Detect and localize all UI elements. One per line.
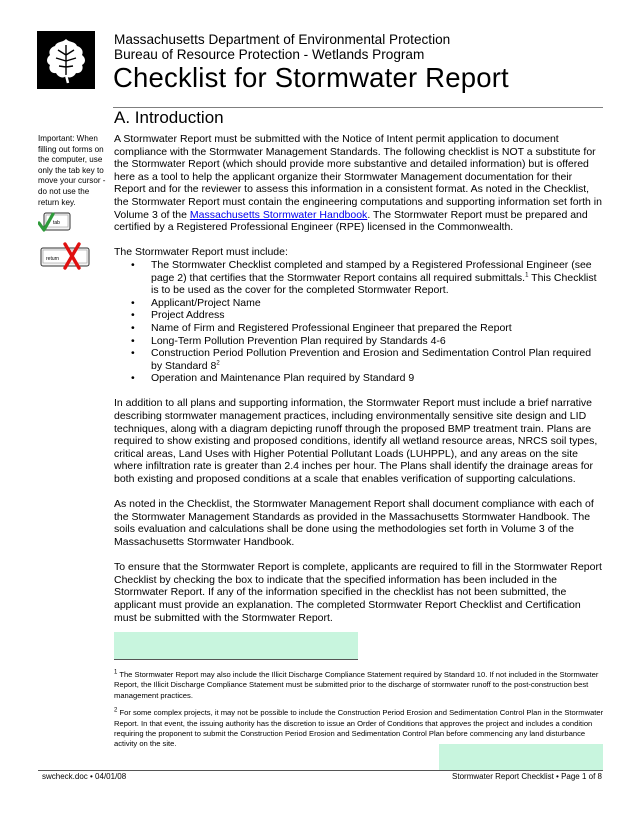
footnotes (114, 670, 604, 750)
list-item: • Project Address (114, 309, 604, 322)
return-key-icon (41, 248, 89, 266)
section-heading: A. Introduction (114, 108, 224, 127)
page-title: Checklist for Stormwater Report (113, 62, 509, 93)
org-name: Massachusetts Department of Environmental Protection (114, 32, 451, 47)
list-item: • Applicant/Project Name (114, 297, 604, 310)
footer-filename: swcheck.doc • 04/01/08 (42, 772, 127, 781)
list-item: • Construction Period Pollution Prevention and Erosion and Sedimentation Control Plan required by Standard $8^2$ (114, 347, 604, 372)
compliance-paragraph: As noted in the Checklist, the Stormwater Management Report shall document compliance with each of the Stormwater Management Standards as provided in the Massachusetts Stormwater Handbook. The soils evaluation and calculations shall be done using the methodologies set forth in Volume 3 of the Massachusetts Stormwater Handbook. (114, 498, 594, 548)
tab-key-note: Important: When filling out forms on the computer, use only the tab key to move your cursor - do not use the return key. (38, 134, 106, 207)
form-field-highlight[interactable] (114, 632, 358, 659)
footnote-divider (114, 659, 358, 660)
footnote-1: $^1$ The Stormwater Report may also include the Illicit Discharge Compliance Statement required by Standard 10. If not included in the Stormwater Report, the Illicit Discharge Compliance Statement must be submitted prior to the discharge of stormwater runoff to the post-construction best management practices. (114, 669, 599, 700)
return-key-label: return (46, 256, 60, 262)
list-item: • Operation and Maintenance Plan required by Standard 9 (114, 372, 604, 385)
form-field-highlight-footer[interactable] (439, 744, 603, 770)
list-item: • The Stormwater Checklist completed and stamped by a Registered Professional Engineer (see page 2) that certifies that the Stormwater Report contains all required submittals.$^1$ This Checklist is to be used as the cover for the completed Stormwater Report. (114, 259, 604, 297)
list-item: • Name of Firm and Registered Professional Engineer that prepared the Report (114, 322, 604, 335)
bureau-name: Bureau of Resource Protection - Wetlands Program (114, 47, 425, 62)
dep-logo-icon (37, 31, 95, 89)
footnote-2: $^2$ For some complex projects, it may not be possible to include the Construction Period Erosion and Sedimentation Control Plan in the Stormwater Report. In that event, the issuing authority has the discretion to issue an Order of Conditions that approves the project and includes a condition requiring the proponent to submit the Construction Period Erosion and Sedimentation Control Plan before commencing any land disturbance activity on the site. (114, 707, 604, 749)
checklist-paragraph: To ensure that the Stormwater Report is complete, applicants are required to fill in the Stormwater Report Checklist by checking the box to indicate that the specified information has been included in the Stormwater Report. If any of the information specified in the checklist has not been submitted, the applicant must provide an explanation. The completed Stormwater Report Checklist and Certification must be submitted with the Stormwater Report. (114, 561, 602, 624)
key-illustration (38, 210, 98, 272)
list-item: • Long-Term Pollution Prevention Plan required by Standards 4-6 (114, 335, 604, 348)
main-content (114, 133, 604, 624)
intro-paragraph: A Stormwater Report must be submitted with the Notice of Intent permit application to document compliance with the Stormwater Management Standards. The following checklist is NOT a substitute for the Stormwater Report (which should provide more substantive and detailed information) but is offered here as a tool to help the applicant organize their Stormwater Management documentation for their Report and for the reviewer to assess this information in a consistent format. As noted in the Checklist, the Stormwater Report must contain the engineering computations and supporting information set forth in Volume 3 of the Massachusetts Stormwater Handbook. The Stormwater Report must be prepared and certified by a Registered Professional Engineer (RPE) licensed in the Commonwealth. (114, 133, 602, 234)
must-include-heading: The Stormwater Report must include: (114, 246, 288, 259)
narrative-paragraph: In addition to all plans and supporting information, the Stormwater Report must include a brief narrative describing stormwater management practices, including environmentally sensitive site design and LID techniques, along with a diagram depicting runoff through the proposed BMP treatment train. Plans are required to show existing and proposed conditions, identify all wetland resource areas, NRCS soil types, critical areas, Land Uses with Higher Potential Pollutant Loads (LUHPPL), and any areas on the site where infiltration rate is greater than 2.4 inches per hour. The Plans shall identify the drainage areas for both existing and proposed conditions at a scale that enables verification of supporting calculations. (114, 397, 598, 486)
footer-divider (38, 770, 603, 771)
handbook-link[interactable]: Massachusetts Stormwater Handbook (189, 208, 368, 221)
requirements-list (114, 259, 604, 385)
footer-page-number: Stormwater Report Checklist • Page 1 of 8 (452, 772, 602, 781)
tab-key-label: tab (53, 220, 60, 226)
